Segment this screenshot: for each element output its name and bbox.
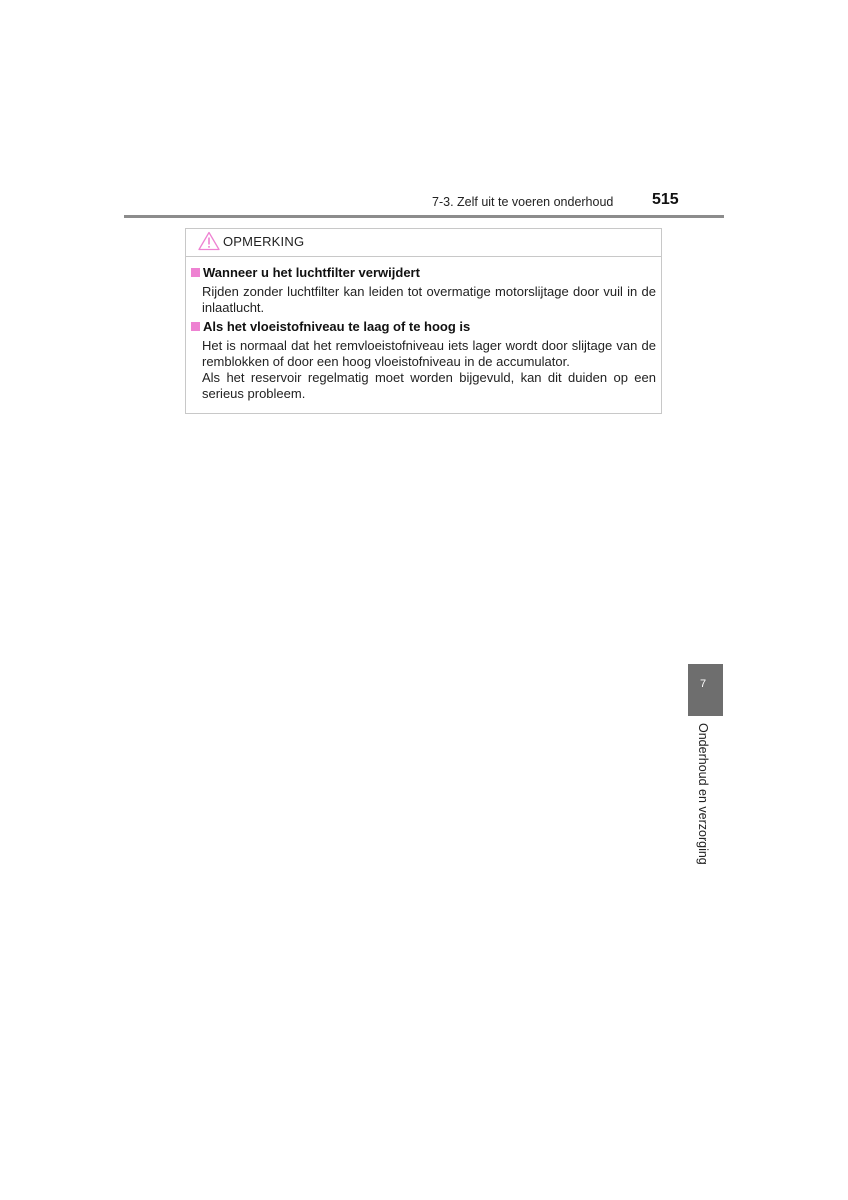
- section-title: 7-3. Zelf uit te voeren onderhoud: [432, 195, 614, 209]
- notice-item: [191, 265, 656, 316]
- notice-box: [185, 228, 662, 414]
- chapter-number: 7: [699, 678, 707, 690]
- header-divider: [124, 215, 724, 218]
- notice-item-heading: [191, 319, 656, 335]
- notice-item-heading-text: Als het vloeistofniveau te laag of te hoog is: [203, 319, 471, 334]
- chapter-title: Onderhoud en verzorging: [696, 723, 710, 865]
- notice-item-paragraph: Als het reservoir regelmatig moet worden bijgevuld, kan dit duiden op een serieus probleem.: [202, 370, 656, 401]
- notice-item: [191, 319, 656, 402]
- notice-item-paragraph: Het is normaal dat het remvloeistofniveau iets lager wordt door slijtage van de remblokken of door een hoog vloeistofniveau in de accumulator.: [202, 338, 656, 369]
- notice-item-heading: [191, 265, 656, 281]
- notice-item-heading-text: Wanneer u het luchtfilter verwijdert: [203, 265, 420, 280]
- notice-item-paragraph: Rijden zonder luchtfilter kan leiden tot overmatige motorslijtage door vuil in de inlaatlucht.: [202, 284, 656, 315]
- notice-header: [186, 229, 661, 257]
- notice-title: OPMERKING: [223, 234, 305, 249]
- page-number: 515: [652, 191, 679, 208]
- notice-body: [191, 265, 656, 405]
- pink-square-bullet-icon: [191, 268, 200, 277]
- pink-square-bullet-icon: [191, 322, 200, 331]
- warning-triangle-icon: [198, 231, 220, 251]
- chapter-tab: [688, 664, 723, 716]
